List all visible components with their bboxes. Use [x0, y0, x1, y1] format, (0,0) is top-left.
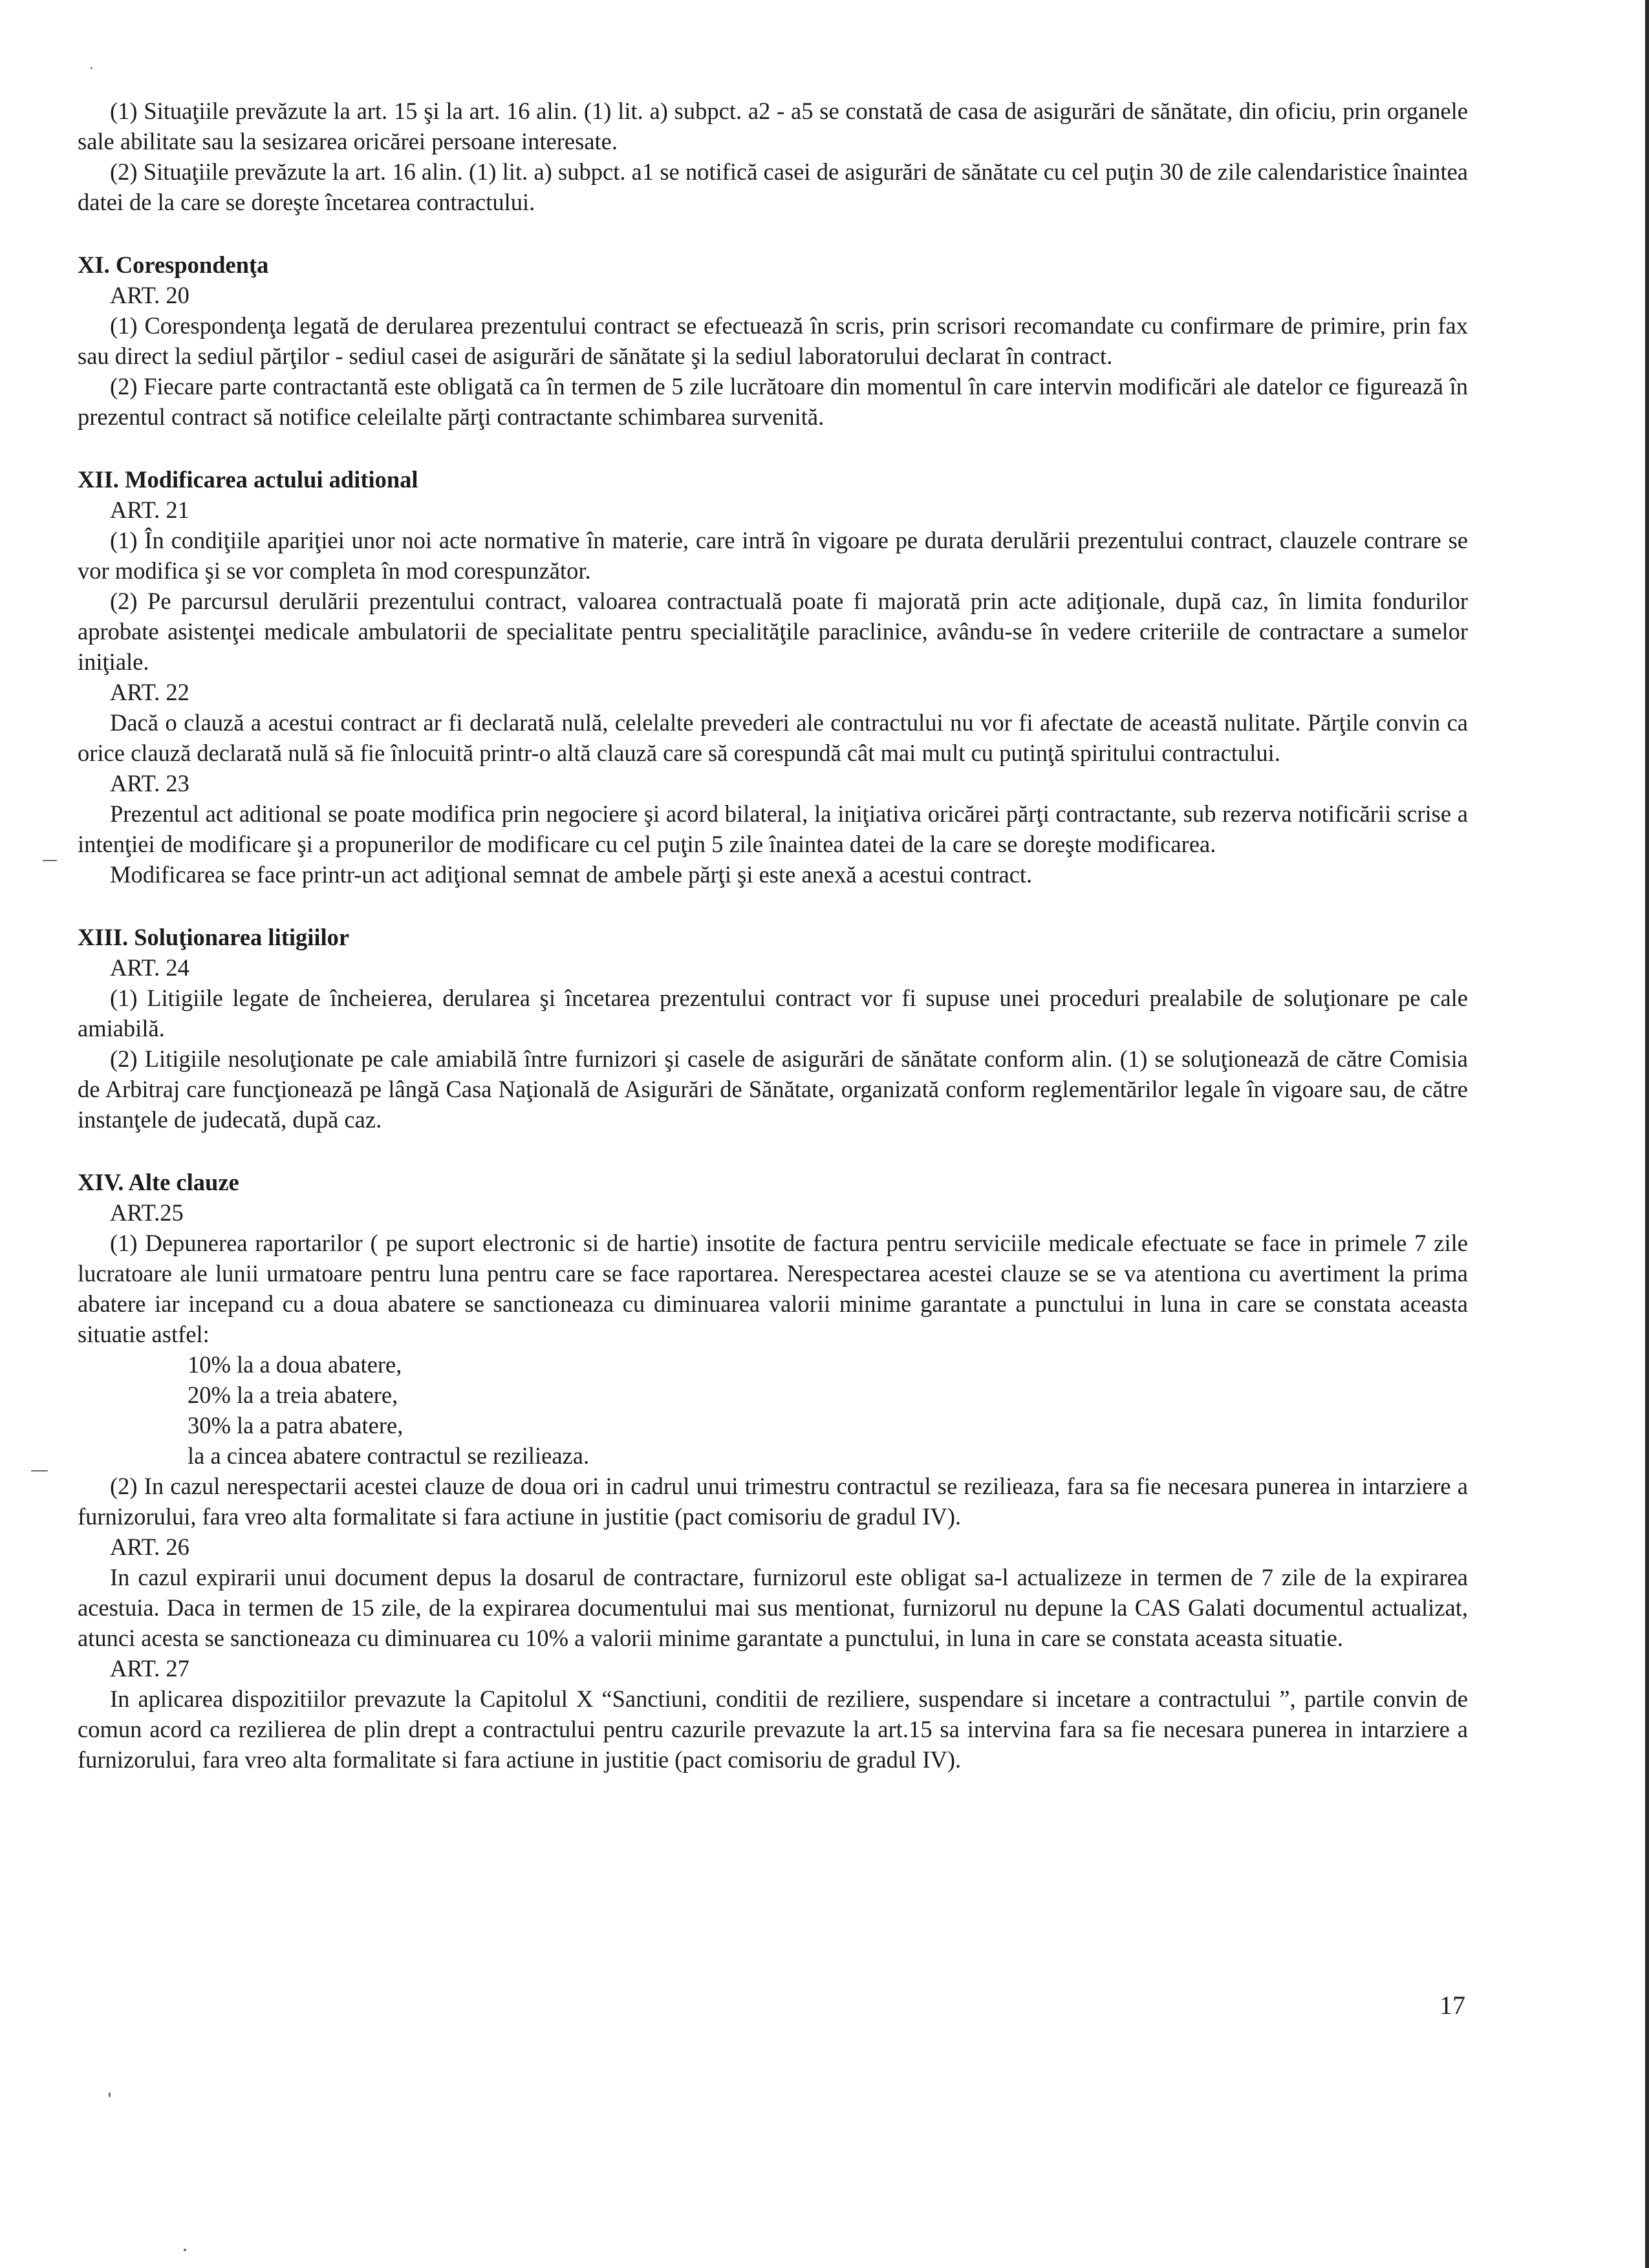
article-21-paragraph-2: (2) Pe parcursul derulării prezentului contract, valoarea contractuală poate fi majorată prin acte adiţionale, după caz, în limita fondurilor aprobate asistenţei medicale ambulatorii de specialitate pentru specialităţile paraclinice, avându-se în vedere criteriile de contractare a sumelor iniţiale.: [78, 588, 1468, 675]
article-title-20: ART. 20: [110, 282, 189, 308]
page-number: 17: [1439, 1991, 1465, 2020]
article-title-26: ART. 26: [110, 1534, 189, 1560]
article-24-paragraph-2: (2) Litigiile nesoluţionate pe cale amiabilă între furnizori şi casele de asigurări de sănătate conform alin. (1) se soluţionează de către Comisia de Arbitraj care funcţionează pe lângă Casa Naţională de Asigurări de Sănătate, organizată conform reglementărilor legale în vigoare sau, de către instanţele de judecată, după caz.: [78, 1045, 1468, 1133]
section-heading-xiv: XIV. Alte clauze: [78, 1169, 239, 1195]
penalty-list-item: 20% la a treia abatere,: [188, 1382, 398, 1408]
article-title-23: ART. 23: [110, 770, 189, 797]
article-26-paragraph-1: In cazul expirarii unui document depus la dosarul de contractare, furnizorul este obligat sa-l actualizeze in termen de 7 zile de la expirarea acestuia. Daca in termen de 15 zile, de la expirarea documentului mai sus mentionat, furnizorul nu depune la CAS Galati documentul actualizat, atunci acesta se sanctioneaza cu diminuarea cu 10% a valorii minime garantate a punctului, in luna in care se constata aceasta situatie.: [78, 1564, 1468, 1651]
article-title-24: ART. 24: [110, 954, 189, 981]
penalty-list-item: 30% la a patra abatere,: [188, 1412, 404, 1439]
scan-edge: [1645, 0, 1649, 2268]
article-27-paragraph-1: In aplicarea dispozitiilor prevazute la Capitolul X “Sanctiuni, conditii de reziliere, suspendare si incetare a contractului ”, partile convin de comun acord ca rezilierea de plin drept a contractului pentru cazurile prevazute la art.15 sa intervina fara sa fie necesara punerea in intarziere a furnizorului, fara vreo alta formalitate si fara actiune in justitie (pact comisoriu de gradul IV).: [78, 1685, 1468, 1773]
document-body: [78, 96, 1468, 1775]
intro-paragraph-2: (2) Situaţiile prevăzute la art. 16 alin. (1) lit. a) subpct. a1 se notifică casei de asigurări de sănătate cu cel puţin 30 de zile calendaristice înaintea datei de la care se doreşte încetarea contractului.: [78, 158, 1468, 215]
section-heading-xii: XII. Modificarea actului aditional: [78, 466, 418, 493]
scan-speck: [109, 2092, 111, 2097]
article-22-paragraph-1: Dacă o clauză a acestui contract ar fi declarată nulă, celelalte prevederi ale contractului nu vor fi afectate de această nulitate. Părţile convin ca orice clauză declarată nulă să fie înlocuită printr-o altă clauză care să corespundă cât mai mult cu putinţă spiritului contractului.: [78, 709, 1468, 766]
article-title-21: ART. 21: [110, 497, 189, 523]
article-title-22: ART. 22: [110, 679, 189, 705]
article-24-paragraph-1: (1) Litigiile legate de încheierea, derularea şi încetarea prezentului contract vor fi supuse unei proceduri prealabile de soluţionare pe cale amiabilă.: [78, 985, 1468, 1042]
scan-speck: [91, 67, 92, 69]
section-heading-xi: XI. Corespondenţa: [78, 251, 269, 278]
scan-speck: [31, 1470, 48, 1471]
penalty-list-item: 10% la a doua abatere,: [188, 1351, 402, 1378]
article-20-paragraph-2: (2) Fiecare parte contractantă este obligată ca în termen de 5 zile lucrătoare din momentul în care intervin modificări ale datelor ce figurează în prezentul contract să notifice celeilalte părţi contractante schimbarea survenită.: [78, 373, 1468, 430]
article-23-paragraph-1: Prezentul act aditional se poate modifica prin negociere şi acord bilateral, la iniţiativa oricărei părţi contractante, sub rezerva notificării scrise a intenţiei de modificare şi a propunerilor de modificare cu cel puţin 5 zile înaintea datei de la care se doreşte modificarea.: [78, 800, 1468, 857]
article-25-paragraph-2: (2) In cazul nerespectarii acestei clauze de doua ori in cadrul unui trimestru contractul se rezilieaza, fara sa fie necesara punerea in intarziere a furnizorului, fara vreo alta formalitate si fara actiune in justitie (pact comisoriu de gradul IV).: [78, 1473, 1468, 1530]
scan-speck: [184, 2249, 186, 2251]
section-heading-xiii: XIII. Soluţionarea litigiilor: [78, 924, 350, 950]
scan-speck: [43, 860, 57, 861]
article-23-paragraph-2: Modificarea se face printr-un act adiţional semnat de ambele părţi şi este anexă a acestui contract.: [110, 861, 1033, 888]
article-25-paragraph-1: (1) Depunerea raportarilor ( pe suport electronic si de hartie) insotite de factura pentru serviciile medicale efectuate se face in primele 7 zile lucratoare ale lunii urmatoare pentru luna pentru care se face raportarea. Nerespectarea acestei clauze se se va atentiona cu avertiment la prima abatere iar incepand cu a doua abatere se sanctioneaza cu diminuarea valorii minime garantate a punctului in luna in care se constata aceasta situatie astfel:: [78, 1230, 1468, 1347]
intro-paragraph-1: (1) Situaţiile prevăzute la art. 15 şi la art. 16 alin. (1) lit. a) subpct. a2 - a5 se constată de casa de asigurări de sănătate, din oficiu, prin organele sale abilitate sau la sesizarea oricărei persoane interesate.: [78, 98, 1468, 155]
article-21-paragraph-1: (1) În condiţiile apariţiei unor noi acte normative în materie, care intră în vigoare pe durata derulării prezentului contract, clauzele contrare se vor modifica şi se vor completa în mod corespunzător.: [78, 527, 1468, 584]
article-20-paragraph-1: (1) Corespondenţa legată de derularea prezentului contract se efectuează în scris, prin scrisori recomandate cu confirmare de primire, prin fax sau direct la sediul părţilor - sediul casei de asigurări de sănătate şi la sediul laboratorului declarat în contract.: [78, 312, 1468, 369]
article-title-27: ART. 27: [110, 1655, 189, 1682]
article-title-25: ART.25: [110, 1199, 184, 1226]
penalty-list-item: la a cincea abatere contractul se rezilieaza.: [188, 1442, 590, 1469]
